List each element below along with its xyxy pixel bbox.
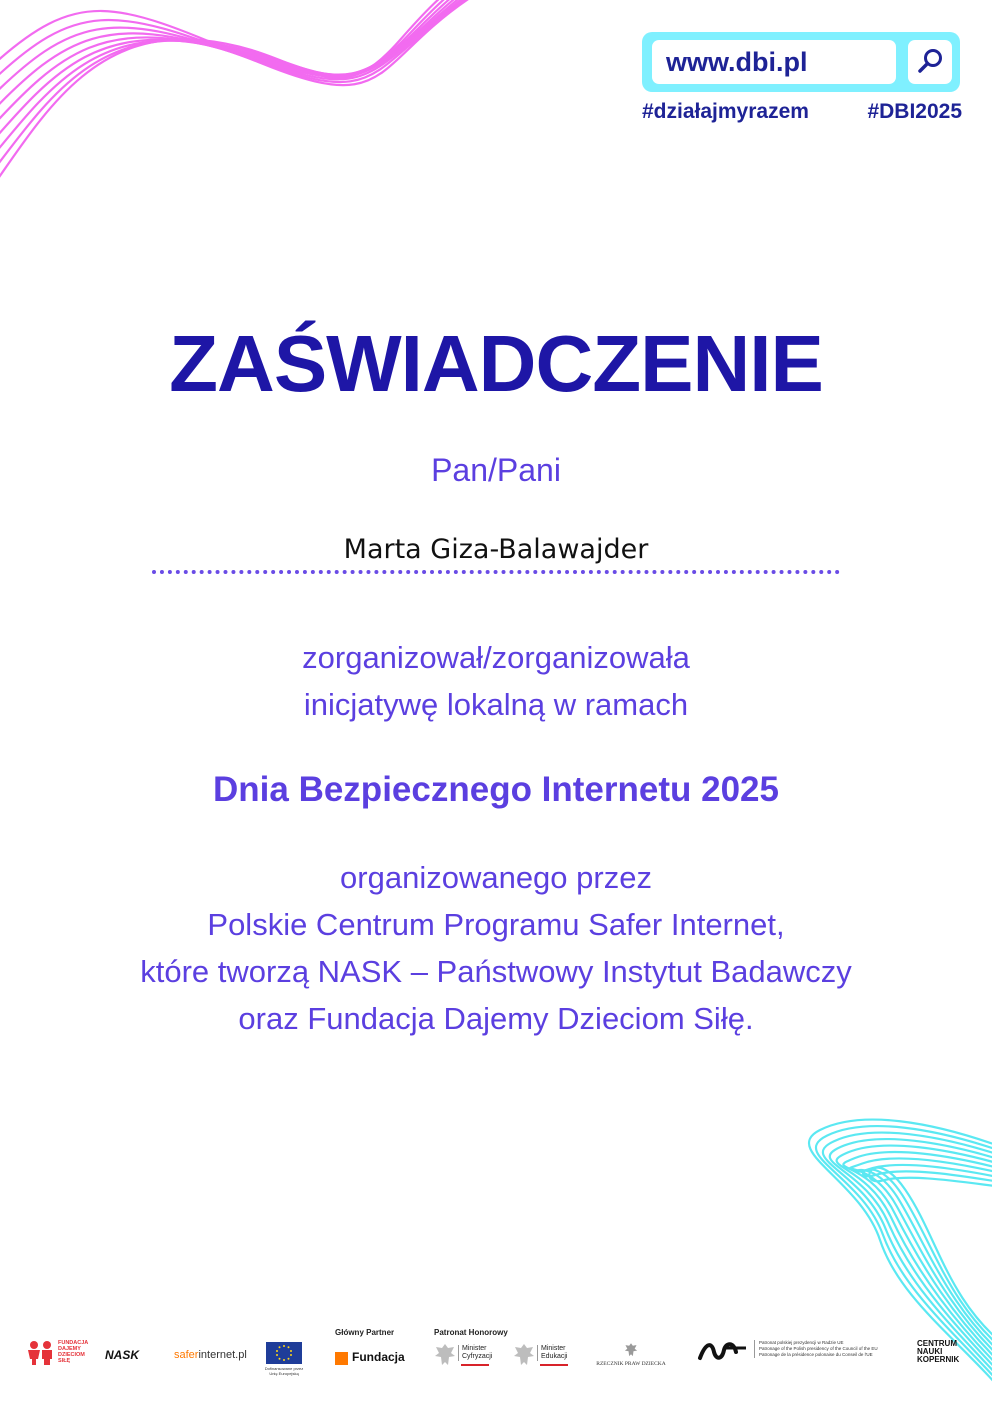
pink-wave-line xyxy=(0,0,540,159)
polish-eagle-icon xyxy=(434,1342,456,1368)
minister-office: Edukacji xyxy=(541,1353,568,1360)
event-name: Dnia Bezpiecznego Internetu 2025 xyxy=(213,770,779,809)
pink-wave-line xyxy=(0,0,540,129)
pink-wave-line xyxy=(0,0,540,98)
pink-wave-line xyxy=(0,0,540,190)
eu-caption: Dofinansowane przez xyxy=(264,1366,304,1371)
certificate-title: ZAŚWIADCZENIE xyxy=(169,319,823,408)
red-rule xyxy=(461,1364,489,1366)
saferinternet-logo xyxy=(174,1349,247,1361)
body-line: oraz Fundacja Dajemy Dzieciom Siłę. xyxy=(238,1001,754,1036)
pink-wave-line xyxy=(0,0,540,83)
body-line: inicjatywę lokalną w ramach xyxy=(303,687,689,722)
polish-eagle-icon xyxy=(623,1342,639,1358)
eu-caption: Unię Europejską xyxy=(269,1371,299,1376)
presidency-logo-icon xyxy=(696,1340,750,1362)
minister-title: Minister xyxy=(462,1345,487,1352)
pink-wave-line xyxy=(0,0,540,85)
website-url: www.dbi.pl xyxy=(652,40,896,84)
pink-wave-line xyxy=(0,0,540,144)
cnk-text: CENTRUM xyxy=(917,1339,957,1348)
main-partner-heading: Główny Partner xyxy=(335,1328,395,1337)
fdds-text: FUNDACJA xyxy=(58,1340,89,1346)
magnifier-icon xyxy=(908,40,952,84)
saferinternet-suffix: internet.pl xyxy=(198,1349,247,1361)
hashtags xyxy=(642,100,962,124)
fdds-text: DAJEMY xyxy=(58,1346,81,1352)
presidency-text: Patronat polskiej prezydencji w Radzie UE xyxy=(759,1340,844,1345)
hashtag-dbi2025: #DBI2025 xyxy=(867,100,962,123)
presidency-text: Patronage de la présidence polonaise du Conseil de l'UE xyxy=(759,1352,873,1357)
salutation: Pan/Pani xyxy=(431,452,561,488)
body-line: organizowanego przez xyxy=(340,860,652,895)
minister-office: Cyfryzacji xyxy=(462,1353,493,1360)
minister-title: Minister xyxy=(541,1345,566,1352)
body-line: Polskie Centrum Programu Safer Internet, xyxy=(207,907,785,942)
website-search-badge xyxy=(642,32,960,92)
children-figures-icon xyxy=(26,1340,56,1366)
body-text-1 xyxy=(0,634,992,728)
fdds-text: SIŁĘ xyxy=(58,1358,71,1364)
presidency-text: Patronage of the Polish presidency of the Council of the EU xyxy=(759,1346,878,1351)
recipient-name: Marta Giza-Balawajder xyxy=(343,534,649,565)
search-button xyxy=(908,40,952,84)
main-partner-name: Fundacja xyxy=(352,1350,405,1364)
polish-eagle-icon xyxy=(513,1342,535,1368)
pink-wave-lines xyxy=(0,0,540,190)
eu-flag-icon xyxy=(266,1342,302,1364)
fdds-text: DZIECIOM xyxy=(58,1352,85,1358)
body-text-2 xyxy=(0,854,992,1042)
cnk-text: NAUKI xyxy=(917,1347,943,1356)
cnk-logo xyxy=(917,1340,959,1364)
orange-square-icon xyxy=(335,1352,348,1365)
nask-logo: NASK xyxy=(105,1348,140,1362)
red-rule xyxy=(540,1364,568,1366)
hashtag-dzialajmyrazem: #działajmyrazem xyxy=(642,100,809,123)
rpd-text: RZECZNIK PRAW DZIECKA xyxy=(596,1361,666,1367)
saferinternet-prefix: safer xyxy=(174,1349,199,1361)
pink-wave-line xyxy=(0,0,540,114)
honorary-patronage-heading: Patronat Honorowy xyxy=(434,1328,508,1337)
partner-logos xyxy=(0,1322,992,1382)
body-line: zorganizował/zorganizowała xyxy=(302,640,690,675)
cnk-text: KOPERNIK xyxy=(917,1355,960,1364)
pink-wave-line xyxy=(0,0,540,175)
body-line: które tworzą NASK – Państwowy Instytut Badawczy xyxy=(140,954,852,989)
name-underline xyxy=(152,570,840,574)
